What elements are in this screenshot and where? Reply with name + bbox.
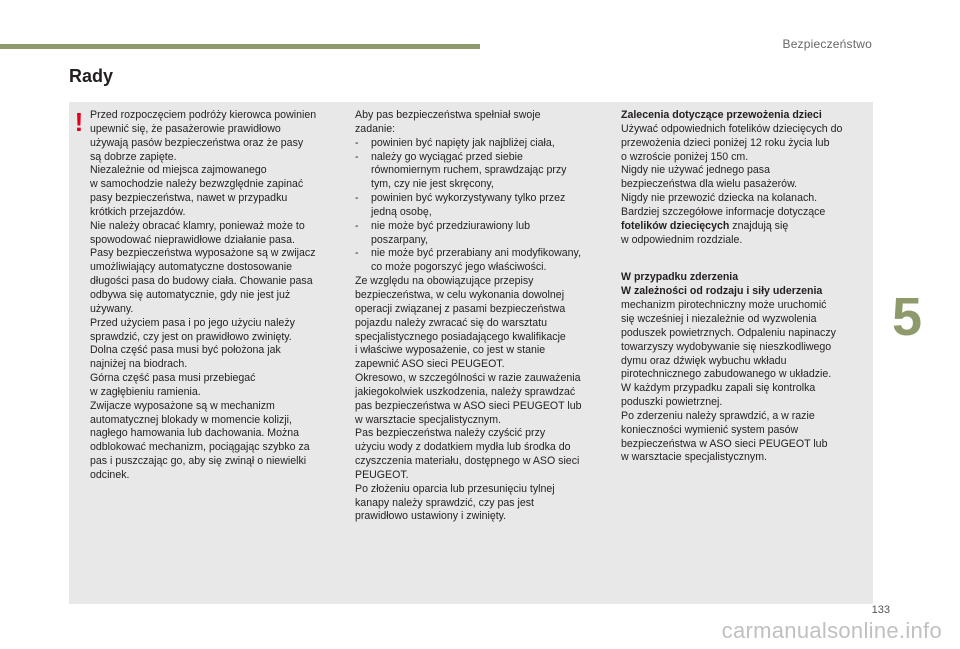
list-item-text: nie może być przerabiany ani modyfikowany, co może pogorszyć jego właściwości. (371, 247, 582, 274)
header-accent-bar (0, 44, 480, 49)
page-number: 133 (871, 604, 890, 616)
list-dash: - (355, 150, 359, 163)
children-text: Używać odpowiednich fotelików dziecięcych do przewożenia dzieci poniżej 12 roku życia lub o wzroście poniżej 150 cm. Nigdy nie używać jednego pasa bezpieczeństwa dla wielu pasażerów. Nigdy nie przewozić dziecka na kolanach. Bardziej szczegółowe informacje dotyczące (621, 122, 843, 218)
list-item (355, 247, 605, 275)
list-item (355, 151, 605, 193)
list-item (355, 137, 605, 151)
column-seatbelt-general (90, 109, 345, 483)
list-item-text: powinien być wykorzystywany tylko przez jedną osobę, (371, 192, 566, 218)
children-heading: Zalecenia dotyczące przewożenia dzieci (621, 109, 822, 121)
list-dash: - (355, 247, 359, 260)
chapter-number: 5 (892, 287, 923, 347)
children-text-end: w odpowiednim rozdziale. (621, 233, 743, 246)
collision-text: mechanizm pirotechniczny może uruchomić się wcześniej i niezależnie od wyzwolenia poduszek powietrznych. Odpaleniu napinaczy towarzyszy wydobywanie się nieszkodliwego dymu oraz dźwięk wybuchu wkładu pirotechnicznego zabudowanego w układzie. W każdym przypadku zapali się kontrolka poduszki powietrznej. Po zderzeniu należy sprawdzić, a w razie konieczności wymienić system pasów bezpieczeństwa w ASO sieci PEUGEOT lub w warsztacie specjalistycznym. (621, 299, 836, 464)
spacer (621, 247, 861, 271)
requirements-body: Ze względu na obowiązujące przepisy bezpieczeństwa, w celu wykonania dowolnej operacji związanej z pasami bezpieczeństwa pojazdu należy zwracać się do warsztatu specjalistycznego posiadającego kwalifikacje i właściwe wyposażenie, co jest w stanie zapewnić ASO sieci PEUGEOT. Okresowo, w szczególności w razie zauważenia jakiegokolwiek uszkodzenia, należy sprawdzać pas bezpieczeństwa w ASO sieci PEUGEOT lub w warsztacie specjalistycznym. Pas bezpieczeństwa należy czyścić przy użyciu wody z dodatkiem mydła lub środka do czyszczenia materiału, dostępnego w ASO sieci PEUGEOT. Po złożeniu oparcia lub przesunięciu tylnej kanapy należy sprawdzić, czy pas jest prawidłowo ustawiony i zwinięty. (355, 275, 582, 523)
list-item-text: nie może być przedziurawiony lub poszarpany, (371, 219, 530, 246)
child-seats-bold: fotelików dziecięcych (621, 219, 730, 232)
children-text-reference (621, 220, 861, 234)
collision-subheading: W zależności od rodzaju i siły uderzenia (621, 285, 823, 298)
seatbelt-general-text: Przed rozpoczęciem podróży kierowca powinien upewnić się, że pasażerowie prawidłowo używają pasów bezpieczeństwa oraz że pasy są dobrze zapięte. Niezależnie od miejsca zajmowanego w samochodzie należy bezwzględnie zapinać pasy bezpieczeństwa, nawet w przypadku krótkich przejazdów. Nie należy obracać klamry, ponieważ może to spowodować nieprawidłowe działanie pasa. Pasy bezpieczeństwa wyposażone są w zwijacz umożliwiający automatyczne dostosowanie długości pasa do budowy ciała. Chowanie pasa odbywa się automatycznie, gdy nie jest już używany. Przed użyciem pasa i po jego użyciu należy sprawdzić, czy jest on prawidłowo zwinięty. Dolna część pasa musi być położona jak najniżej na biodrach. Górna część pasa musi przebiegać w zagłębieniu ramienia. Zwijacze wyposażone są w mechanizm automatycznej blokady w momencie kolizji, nagłego hamowania lub dachowania. Można odblokować mechanizm, pociągając szybko za pas i puszczając go, aby się zwinął o niewielki odcinek. (90, 109, 317, 481)
column-children-and-collision (621, 109, 861, 465)
list-item-text: należy go wyciągać przed siebie równomiernym ruchem, sprawdzając przy tym, czy nie jest skręcony, (371, 150, 567, 191)
list-item (355, 192, 605, 220)
requirements-list (355, 137, 605, 275)
list-item-text: powinien być napięty jak najbliżej ciała, (371, 136, 555, 149)
column-seatbelt-requirements (355, 109, 605, 524)
list-item (355, 220, 605, 248)
watermark: carmanualsonline.info (721, 618, 942, 643)
page-title: Rady (69, 66, 114, 86)
collision-heading: W przypadku zderzenia (621, 271, 739, 284)
list-dash: - (355, 136, 359, 149)
child-seats-after: znajdują się (729, 219, 789, 232)
exclamation-warning-icon: ! (74, 107, 84, 137)
list-dash: - (355, 192, 359, 205)
section-name: Bezpieczeństwo (782, 37, 872, 51)
requirements-intro: Aby pas bezpieczeństwa spełniał swoje zadanie: (355, 109, 541, 135)
list-dash: - (355, 219, 359, 232)
